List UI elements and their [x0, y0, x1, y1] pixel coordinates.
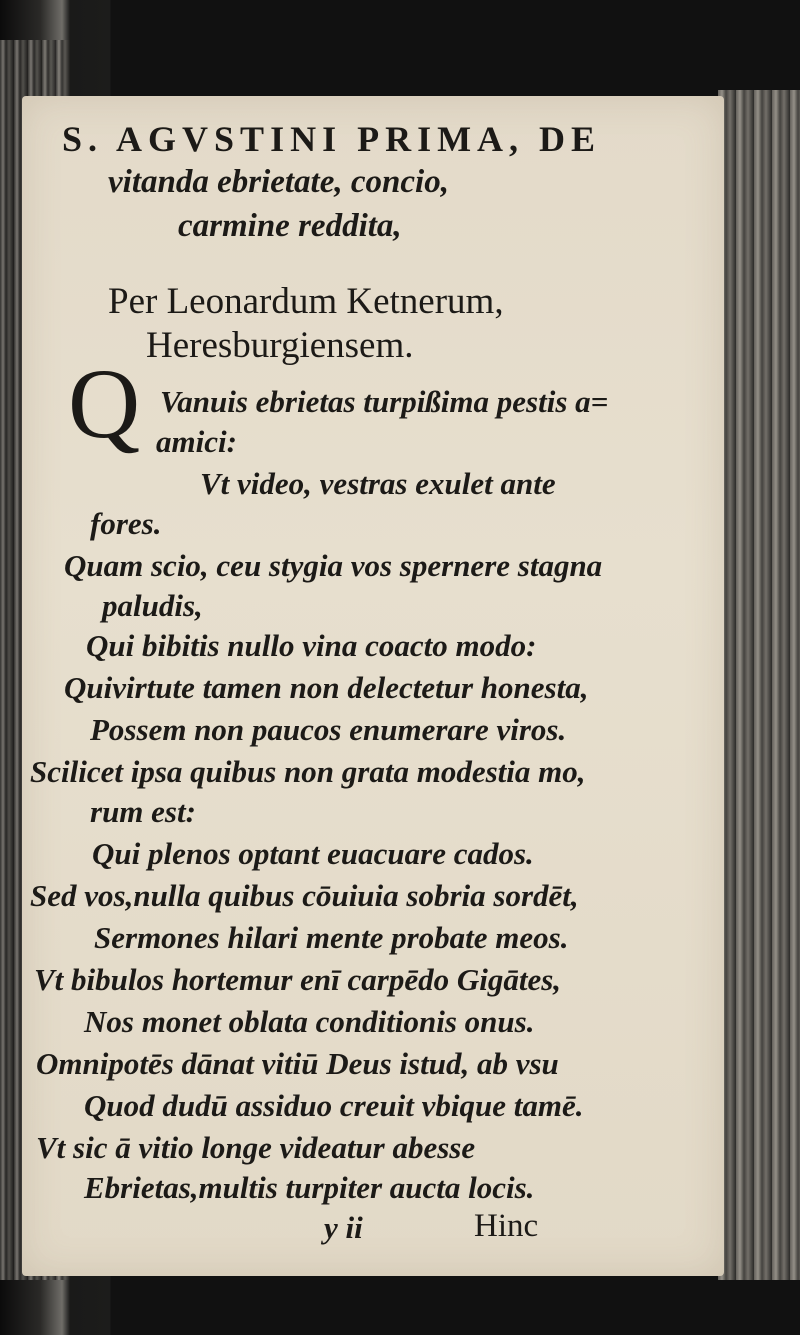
- poem-line-2: amici:: [156, 424, 237, 459]
- poem-line-18: Quod dudū assiduo creuit vbique tamē.: [84, 1088, 584, 1123]
- poem-line-11: rum est:: [90, 794, 196, 829]
- page-text: [22, 96, 724, 1276]
- drop-cap: Q: [68, 348, 141, 459]
- poem-line-4: fores.: [90, 506, 162, 541]
- poem-line-13: Sed vos,nulla quibus cōuiuia sobria sordēt,: [30, 878, 579, 913]
- signature-mark: y ii: [324, 1210, 363, 1245]
- poem-line-8: Quivirtute tamen non delectetur honesta,: [64, 670, 589, 705]
- poem-line-14: Sermones hilari mente probate meos.: [94, 920, 569, 955]
- poem-line-9: Possem non paucos enumerare viros.: [90, 712, 567, 747]
- poem-line-5: Quam scio, ceu stygia vos spernere stagna: [64, 548, 603, 583]
- poem-line-19: Vt sic ā vitio longe videatur abesse: [36, 1130, 476, 1165]
- page-paper: [22, 96, 724, 1276]
- book-edge-right: [718, 90, 800, 1280]
- catchword: Hinc: [474, 1208, 539, 1244]
- subtitle-line-2: carmine reddita,: [178, 208, 402, 244]
- title: S. AGVSTINI PRIMA, DE: [62, 119, 602, 159]
- poem-line-10: Scilicet ipsa quibus non grata modestia mo,: [30, 754, 586, 789]
- poem-line-3: Vt video, vestras exulet ante: [200, 466, 556, 501]
- author-line-2: Heresburgiensem.: [146, 325, 414, 366]
- poem-line-6: paludis,: [102, 588, 203, 623]
- author-line-1: Per Leonardum Ketnerum,: [108, 281, 504, 322]
- subtitle-line-1: vitanda ebrietate, concio,: [108, 164, 449, 200]
- poem-line-17: Omnipotēs dānat vitiū Deus istud, ab vsu: [36, 1046, 559, 1081]
- poem-line-12: Qui plenos optant euacuare cados.: [92, 836, 534, 871]
- poem-line-7: Qui bibitis nullo vina coacto modo:: [86, 628, 537, 663]
- poem-line-15: Vt bibulos hortemur enī carpēdo Gigātes,: [34, 962, 562, 997]
- poem-line-16: Nos monet oblata conditionis onus.: [84, 1004, 535, 1039]
- poem-line-20: Ebrietas,multis turpiter aucta locis.: [84, 1170, 535, 1205]
- poem-line-1: Vanuis ebrietas turpißima pestis a=: [160, 384, 609, 419]
